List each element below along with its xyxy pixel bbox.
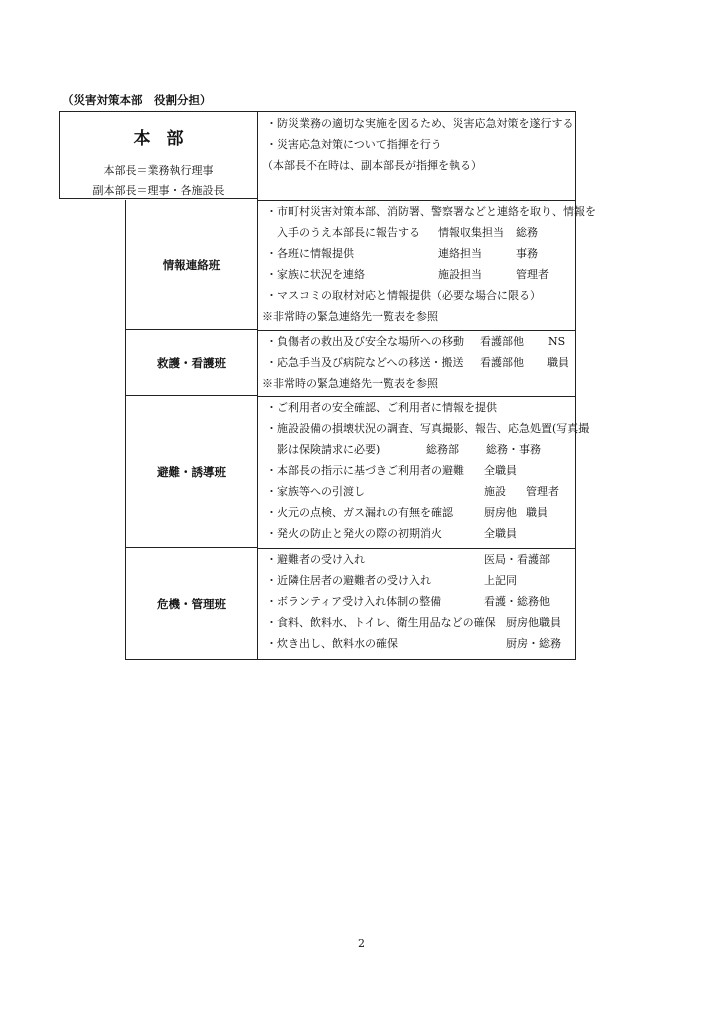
duty-role: 看護・総務他 <box>484 595 550 608</box>
headquarters-title: 本部 <box>133 129 200 149</box>
duty-line: 影は保険請求に必要) <box>266 443 381 456</box>
duty-staff: 総務・事務 <box>486 443 541 456</box>
duty-role: 連絡担当 <box>438 247 482 260</box>
duty-role: 厨房・総務 <box>506 637 561 650</box>
duty-staff: 事務 <box>516 247 538 260</box>
duty-line: ・本部長の指示に基づきご利用者の避難 <box>266 464 464 477</box>
headquarters-deputy: 副本部長＝理事・各施設長 <box>92 184 225 197</box>
duty-line: ・マスコミの取材対応と情報提供（必要な場合に限る） <box>266 289 541 302</box>
duty-role: 施設 <box>484 485 506 498</box>
duty-line: ・ボランティア受け入れ体制の整備 <box>266 595 442 608</box>
duty-role: 全職員 <box>484 464 517 477</box>
duty-role: 医局・看護部 <box>484 553 550 566</box>
duty-role: 全職員 <box>484 527 517 540</box>
duty-line: ・食料、飲料水、トイレ、衛生用品などの確保 <box>266 616 496 629</box>
duty-line: ※非常時の緊急連絡先一覧表を参照 <box>262 377 438 390</box>
duty-role: 上記同 <box>484 574 517 587</box>
team-name-rescue: 救護・看護班 <box>125 330 257 396</box>
duty-line: ・家族に状況を連絡 <box>266 268 365 281</box>
headquarters-cell <box>59 111 257 199</box>
duties-column <box>257 111 596 660</box>
duty-line: 入手のうえ本部長に報告する <box>266 226 420 239</box>
duty-line: ・炊き出し、飲料水の確保 <box>266 637 398 650</box>
team-name-info: 情報連絡班 <box>125 200 257 330</box>
duty-line: ・応急手当及び病院などへの移送・搬送 <box>266 356 464 369</box>
duty-line: ・避難者の受け入れ <box>266 553 365 566</box>
duty-line: ・負傷者の救出及び安全な場所への移動 <box>266 335 464 348</box>
duty-line: ・家族等への引渡し <box>266 485 365 498</box>
team-name-evacuation: 避難・誘導班 <box>125 396 257 548</box>
duty-role: 看護部他 <box>480 356 524 369</box>
duty-line: ・施設設備の損壊状況の調査、写真撮影、報告、応急処置(写真撮 <box>266 422 590 435</box>
duty-staff: 管理者 <box>526 485 559 498</box>
duty-line: ・発火の防止と発火の際の初期消火 <box>266 527 442 540</box>
duty-line: ・火元の点検、ガス漏れの有無を確認 <box>266 506 453 519</box>
duty-line: ・ご利用者の安全確認、ご利用者に情報を提供 <box>266 401 497 414</box>
headquarters-chief: 本部長＝業務執行理事 <box>103 164 214 177</box>
team-name-crisis: 危機・管理班 <box>125 548 257 660</box>
headquarters-duties <box>258 112 575 201</box>
page-number: 2 <box>358 937 365 950</box>
duty-line: ・災害応急対策について指揮を行う <box>266 138 442 151</box>
duty-staff: 職員 <box>547 356 569 369</box>
duty-role: 情報収集担当 <box>438 226 504 239</box>
team-info-duties <box>258 201 596 331</box>
duty-role: 厨房他 <box>484 506 517 519</box>
team-crisis-duties <box>258 549 575 661</box>
duty-role: 施設担当 <box>438 268 482 281</box>
duty-line: ※非常時の緊急連絡先一覧表を参照 <box>262 310 438 323</box>
duty-role: 看護部他 <box>480 335 524 348</box>
duty-line: ・各班に情報提供 <box>266 247 354 260</box>
duty-staff: 総務 <box>516 226 538 239</box>
section-heading: （災害対策本部 役割分担） <box>62 93 212 107</box>
duty-line: ・近隣住居者の避難者の受け入れ <box>266 574 431 587</box>
duty-line: （本部長不在時は、副本部長が指揮を執る） <box>262 159 482 172</box>
duty-line: ・市町村災害対策本部、消防署、警察署などと連絡を取り、情報を <box>266 205 596 218</box>
team-rescue-duties <box>258 331 575 397</box>
duty-line: ・防災業務の適切な実施を図るため、災害応急対策を遂行する <box>266 117 574 130</box>
duty-staff: NS <box>548 335 566 348</box>
team-evacuation-duties <box>258 397 590 549</box>
duty-role: 総務部 <box>426 443 459 456</box>
duty-staff: 職員 <box>526 506 548 519</box>
duty-staff: 管理者 <box>516 268 549 281</box>
duty-role: 厨房他職員 <box>506 616 561 629</box>
